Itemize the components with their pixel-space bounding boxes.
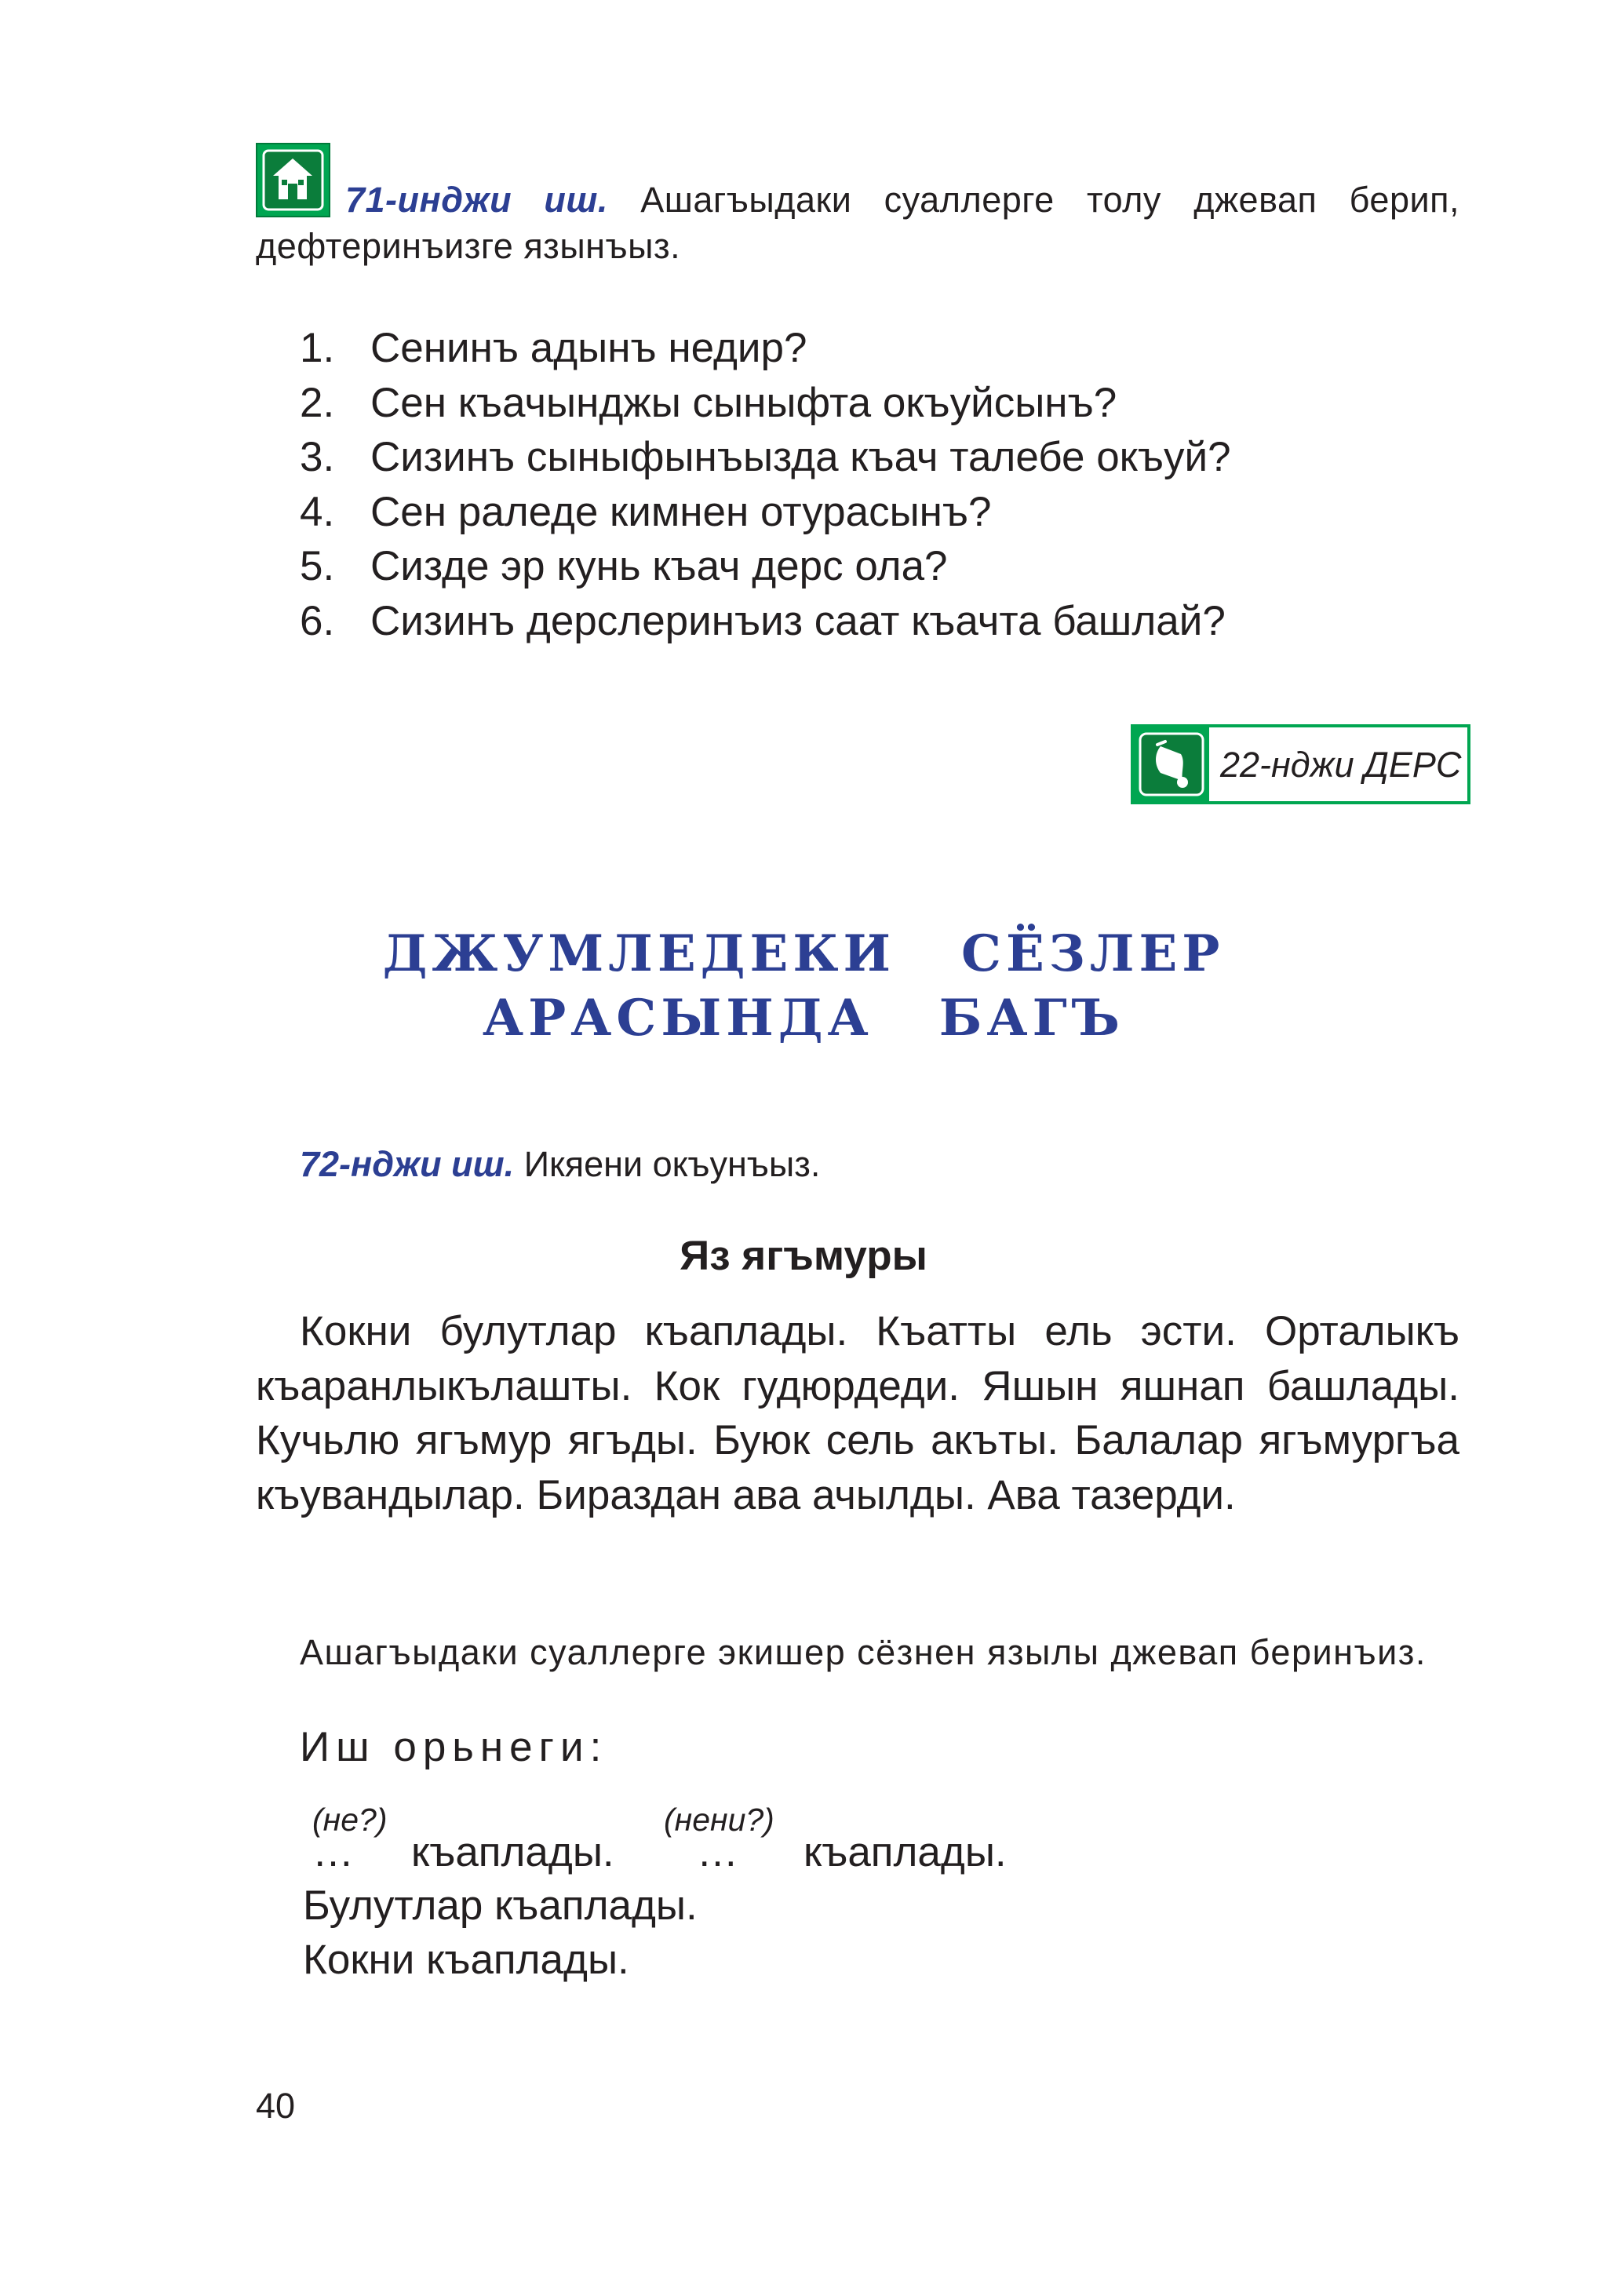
exercise-71 bbox=[256, 177, 1459, 269]
heading-word: БАГЪ bbox=[938, 989, 1124, 1048]
hint-question: (не?) bbox=[312, 1802, 388, 1838]
story-text: Кокни булутлар къаплады. Къатты ель эсти. Орталыкъ къаранлыкълашты. Кок гудюрдеди. Яшын яшнап башлады. Кучьлю ягъмур ягъды. Буюк сель акъты. Балалар ягъмургъа къувандылар. Бираздан ава ачылды. Ава тазерди. bbox=[256, 1308, 1459, 1518]
list-item bbox=[300, 485, 1231, 540]
question-text: Сен раледе кимнен отурасынъ? bbox=[370, 488, 992, 535]
heading-line bbox=[0, 986, 1607, 1051]
sample-heading: Иш орьнеги: bbox=[300, 1724, 608, 1770]
exercise-instruction: Икяени окъунъыз. bbox=[523, 1144, 821, 1184]
heading-word: АРАСЫНДА bbox=[483, 989, 873, 1048]
hint-question: (нени?) bbox=[664, 1802, 774, 1838]
exercise-number: 71-инджи иш. bbox=[345, 180, 608, 220]
item-number: 6. bbox=[300, 597, 335, 644]
exercise-72 bbox=[300, 1144, 820, 1185]
blank-dots: … bbox=[697, 1829, 738, 1875]
question-text: Сизинъ сыныфынъызда къач талебе окъуй? bbox=[370, 434, 1231, 480]
item-number: 5. bbox=[300, 543, 335, 589]
sample-answer: Булутлар къаплады. bbox=[303, 1882, 698, 1929]
page-number: 40 bbox=[256, 2086, 296, 2126]
list-item bbox=[300, 430, 1231, 485]
exercise-instruction: Ашагъыдаки суаллерге толу джевап берип, дефтеринъизге язынъыз. bbox=[256, 180, 1459, 266]
item-number: 1. bbox=[300, 325, 335, 371]
list-item bbox=[300, 539, 1231, 594]
task-instruction: Ашагъыдаки суаллерге экишер сёзнен язылы джевап беринъиз. bbox=[300, 1632, 1427, 1672]
item-number: 3. bbox=[300, 434, 335, 480]
heading-line bbox=[0, 922, 1607, 986]
sample-word: къаплады. bbox=[804, 1829, 1007, 1875]
exercise-number: 72-нджи иш. bbox=[300, 1144, 515, 1184]
bell-icon bbox=[1134, 727, 1209, 801]
question-text: Сизде эр кунь къач дерс ола? bbox=[370, 543, 948, 589]
lesson-badge bbox=[1131, 724, 1470, 804]
item-number: 2. bbox=[300, 379, 335, 426]
list-item bbox=[300, 376, 1231, 431]
heading-word: ДЖУМЛЕДЕКИ bbox=[382, 924, 896, 983]
sample-answer: Кокни къаплады. bbox=[303, 1937, 629, 1983]
item-number: 4. bbox=[300, 488, 335, 535]
list-item bbox=[300, 594, 1231, 649]
blank-dots: … bbox=[312, 1829, 354, 1875]
story-title: Яз ягъмуры bbox=[680, 1233, 927, 1279]
heading-word: СЁЗЛЕР bbox=[961, 924, 1225, 983]
question-list bbox=[300, 321, 1231, 648]
question-text: Сен къачынджы сыныфта окъуйсынъ? bbox=[370, 379, 1117, 426]
section-heading bbox=[0, 922, 1607, 1051]
question-text: Сизинъ дерслеринъиз саат къачта башлай? bbox=[370, 597, 1226, 644]
list-item bbox=[300, 321, 1231, 376]
lesson-label: 22-нджи ДЕРС bbox=[1220, 745, 1462, 785]
question-text: Сенинъ адынъ недир? bbox=[370, 325, 807, 371]
sample-word: къаплады. bbox=[411, 1829, 614, 1875]
